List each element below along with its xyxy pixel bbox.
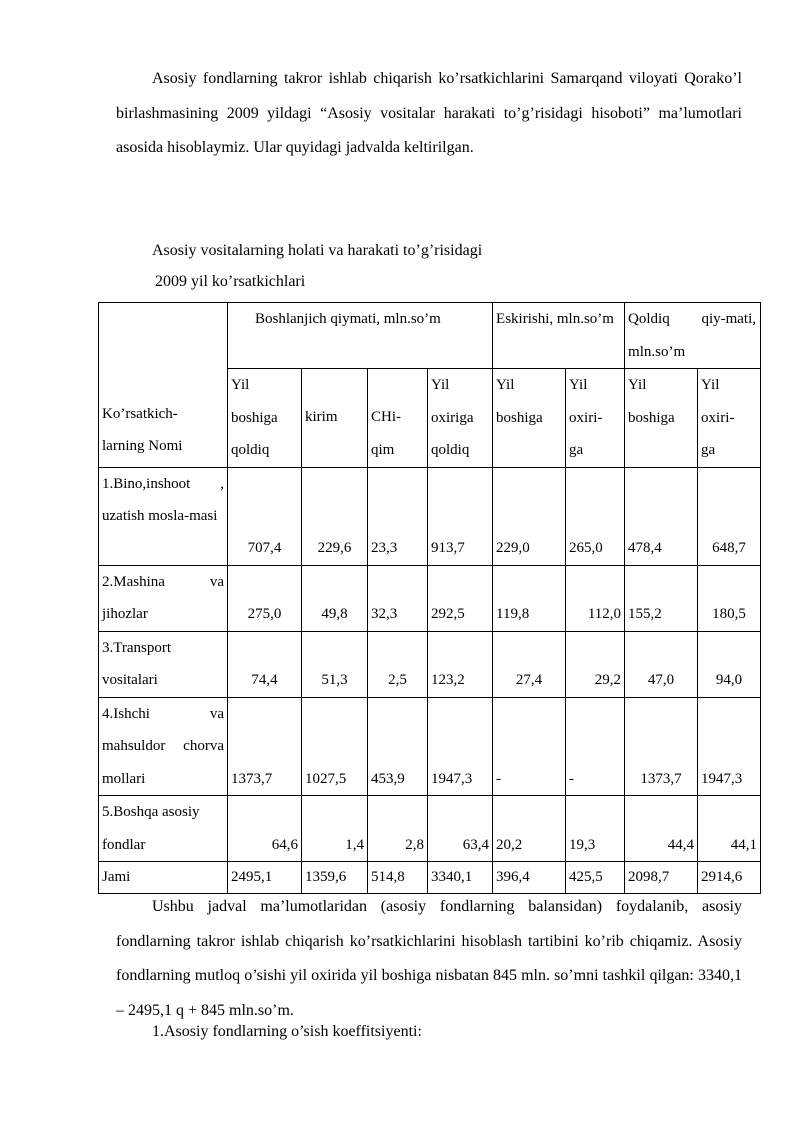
cell: 119,8 bbox=[493, 565, 566, 631]
row-name: 1.Bino,inshoot , uzatish mosla-masi bbox=[99, 467, 228, 565]
header-group-2-label: Eskirishi, mln.so’m bbox=[496, 311, 614, 327]
row-name: 5.Boshqa asosiy fondlar bbox=[99, 796, 228, 862]
header-group-3-label: Qoldiq qiy-mati, mln.so’m bbox=[628, 311, 757, 360]
table-row-total bbox=[99, 862, 761, 894]
table-row bbox=[99, 467, 761, 565]
cell: 1373,7 bbox=[228, 697, 302, 796]
cell: 1947,3 bbox=[698, 697, 761, 796]
cell: 44,1 bbox=[698, 796, 761, 862]
table-caption-line-1: Asosiy vositalarning holati va harakati to’g’risidagi bbox=[152, 242, 483, 259]
cell: 3340,1 bbox=[428, 862, 493, 894]
subheader-2: CHi-qim bbox=[368, 369, 428, 468]
subheader-5: Yil oxiri-ga bbox=[566, 369, 625, 468]
cell: 63,4 bbox=[428, 796, 493, 862]
row-header-label: Ko’rsatkich-larning Nomi bbox=[102, 405, 183, 454]
cell: 514,8 bbox=[368, 862, 428, 894]
row-name: 4.Ishchi va mahsuldor chorva mollari bbox=[99, 697, 228, 796]
row-name: 3.Transport vositalari bbox=[99, 631, 228, 697]
cell: 453,9 bbox=[368, 697, 428, 796]
cell: 265,0 bbox=[566, 467, 625, 565]
cell: 20,2 bbox=[493, 796, 566, 862]
table-row bbox=[99, 631, 761, 697]
cell: 51,3 bbox=[302, 631, 368, 697]
subheader-6: Yil boshiga bbox=[625, 369, 698, 468]
cell: 19,3 bbox=[566, 796, 625, 862]
header-group-depreciation bbox=[493, 303, 625, 369]
table-caption-line-2: 2009 yil ko’rsatkichlari bbox=[155, 273, 306, 290]
growth-coefficient-heading: 1.Asosiy fondlarning o’sish koeffitsiyenti: bbox=[152, 1023, 422, 1040]
cell: 425,5 bbox=[566, 862, 625, 894]
cell: 180,5 bbox=[698, 565, 761, 631]
cell: 2495,1 bbox=[228, 862, 302, 894]
cell: 229,0 bbox=[493, 467, 566, 565]
row-header-cell bbox=[99, 303, 228, 468]
cell: 1359,6 bbox=[302, 862, 368, 894]
header-group-residual bbox=[625, 303, 761, 369]
subheader-0: Yil boshiga qoldiq bbox=[228, 369, 302, 468]
cell: 913,7 bbox=[428, 467, 493, 565]
cell: 32,3 bbox=[368, 565, 428, 631]
cell: 2098,7 bbox=[625, 862, 698, 894]
cell: 1,4 bbox=[302, 796, 368, 862]
cell: 292,5 bbox=[428, 565, 493, 631]
header-group-1-label: Boshlanjich qiymati, mln.so’m bbox=[255, 311, 441, 327]
cell: 229,6 bbox=[302, 467, 368, 565]
cell: 155,2 bbox=[625, 565, 698, 631]
cell: 94,0 bbox=[698, 631, 761, 697]
cell: 648,7 bbox=[698, 467, 761, 565]
cell: 2914,6 bbox=[698, 862, 761, 894]
fixed-assets-table bbox=[98, 302, 761, 894]
cell: 112,0 bbox=[566, 565, 625, 631]
after-table-paragraph: Ushbu jadval ma’lumotlaridan (asosiy fondlarning balansidan) foydalanib, asosiy fondlarning takror ishlab chiqarish ko’rsatkichlarini hisoblash tartibini ko’rib chiqamiz. Asosiy fondlarning mutloq o’sishi yil oxirida yil boshiga nisbatan 845 mln. so’mni tashkil qilgan: 3340,1 – 2495,1 q + 845 mln.so’m. bbox=[116, 898, 742, 1019]
cell: 44,4 bbox=[625, 796, 698, 862]
cell: 478,4 bbox=[625, 467, 698, 565]
subheader-7: Yil oxiri-ga bbox=[698, 369, 761, 468]
cell: 47,0 bbox=[625, 631, 698, 697]
cell: - bbox=[566, 697, 625, 796]
subheader-4: Yil boshiga bbox=[493, 369, 566, 468]
cell: 27,4 bbox=[493, 631, 566, 697]
header-group-initial-value bbox=[228, 303, 493, 369]
table-row bbox=[99, 796, 761, 862]
row-name: 2.Mashina va jihozlar bbox=[99, 565, 228, 631]
cell: 275,0 bbox=[228, 565, 302, 631]
cell: 396,4 bbox=[493, 862, 566, 894]
cell: - bbox=[493, 697, 566, 796]
row-name: Jami bbox=[99, 862, 228, 894]
cell: 2,8 bbox=[368, 796, 428, 862]
cell: 1373,7 bbox=[625, 697, 698, 796]
cell: 49,8 bbox=[302, 565, 368, 631]
cell: 29,2 bbox=[566, 631, 625, 697]
cell: 74,4 bbox=[228, 631, 302, 697]
cell: 1027,5 bbox=[302, 697, 368, 796]
subheader-1: kirim bbox=[302, 369, 368, 468]
table-row bbox=[99, 565, 761, 631]
table-row bbox=[99, 697, 761, 796]
cell: 23,3 bbox=[368, 467, 428, 565]
subheader-3: Yil oxiriga qoldiq bbox=[428, 369, 493, 468]
cell: 1947,3 bbox=[428, 697, 493, 796]
cell: 707,4 bbox=[228, 467, 302, 565]
cell: 64,6 bbox=[228, 796, 302, 862]
intro-paragraph: Asosiy fondlarning takror ishlab chiqarish ko’rsatkichlarini Samarqand viloyati Qorako’l birlashmasining 2009 yildagi “Asosiy vositalar harakati to’g’risidagi hisoboti” ma’lumotlari asosida hisoblaymiz. Ular quyidagi jadvalda keltirilgan. bbox=[116, 70, 742, 156]
cell: 123,2 bbox=[428, 631, 493, 697]
cell: 2,5 bbox=[368, 631, 428, 697]
